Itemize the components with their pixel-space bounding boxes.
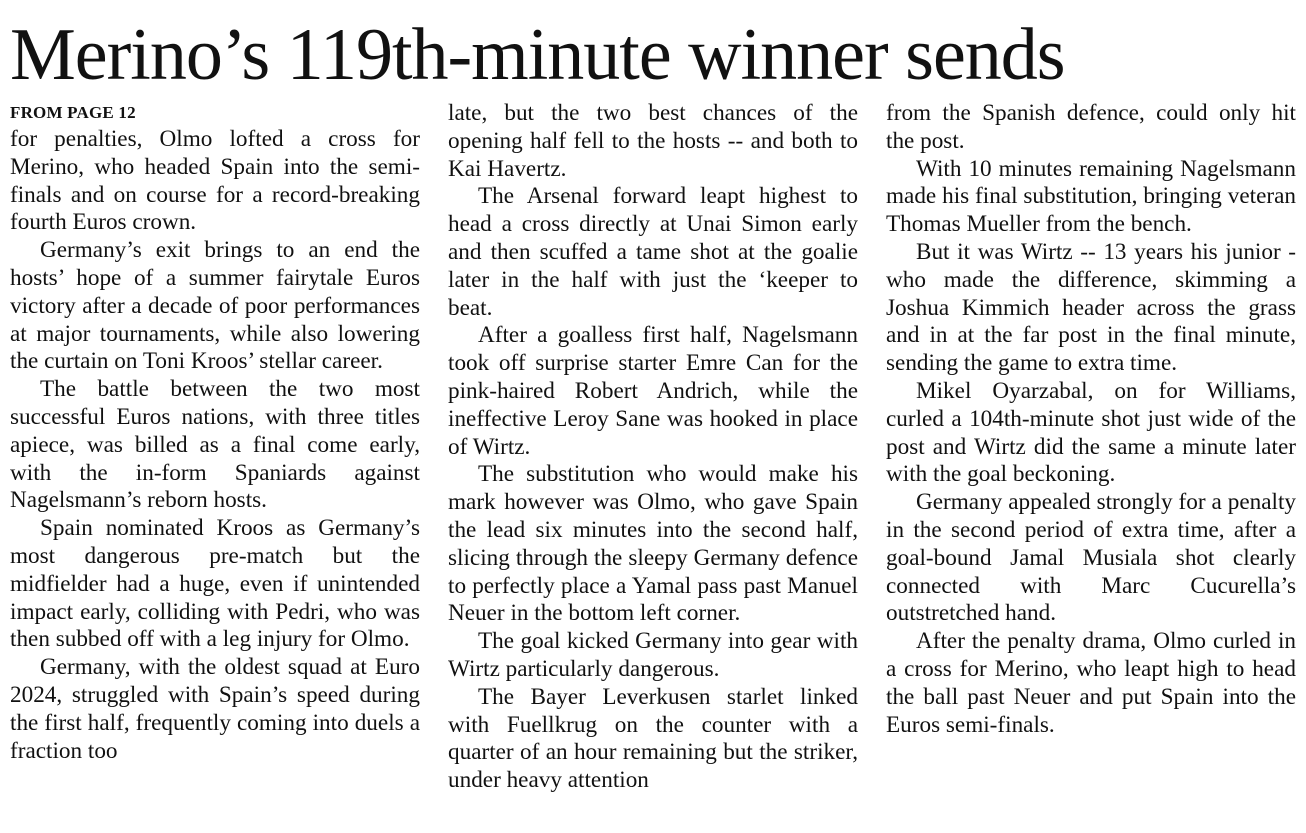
kicker-from-page: FROM PAGE 12 [10, 103, 136, 122]
paragraph: The substitution who would make his mark however was Olmo, who gave Spain the lead six minutes into the second half, slicing through the sleepy Germany defence to perfectly place a Yamal pass past Manuel Neuer in the bottom left corner. [448, 461, 858, 627]
paragraph: Germany’s exit brings to an end the hosts’ hope of a summer fairytale Euros victory after a decade of poor performances at major tournaments, while also lowering the curtain on Toni Kroos’ stellar career. [10, 237, 420, 375]
paragraph: from the Spanish defence, could only hit the post. [886, 100, 1296, 154]
headline: Merino’s 119th-minute winner sends [10, 14, 1065, 96]
paragraph: After a goalless first half, Nagelsmann took off surprise starter Emre Can for the pink-haired Robert Andrich, while the ineffective Leroy Sane was hooked in place of Wirtz. [448, 322, 858, 460]
paragraph: Germany, with the oldest squad at Euro 2024, struggled with Spain’s speed during the first half, frequently coming into duels a fraction too [10, 654, 420, 764]
article-column-2 [448, 100, 858, 795]
paragraph: The goal kicked Germany into gear with Wirtz particularly dangerous. [448, 628, 858, 682]
paragraph: The Arsenal forward leapt highest to head a cross directly at Unai Simon early and then scuffed a tame shot at the goalie later in the half with just the ‘keeper to beat. [448, 183, 858, 321]
paragraph: But it was Wirtz -- 13 years his junior - who made the difference, skimming a Joshua Kimmich header across the grass and in at the far post in the final minute, sending the game to extra time. [886, 238, 1296, 377]
paragraph: Mikel Oyarzabal, on for Williams, curled a 104th-minute shot just wide of the post and Wirtz did the same a minute later with the goal beckoning. [886, 377, 1296, 488]
paragraph: Spain nominated Kroos as Germany’s most dangerous pre-match but the midfielder had a huge, even if unintended impact early, colliding with Pedri, who was then subbed off with a leg injury for Olmo. [10, 515, 420, 653]
paragraph: The battle between the two most successful Euros nations, with three titles apiece, was billed as a final come early, with the in-form Spaniards against Nagelsmann’s reborn hosts. [10, 376, 420, 514]
paragraph: After the penalty drama, Olmo curled in a cross for Merino, who leapt high to head the ball past Neuer and put Spain into the Euros semi-finals. [886, 628, 1296, 738]
article-column-3 [886, 100, 1296, 739]
paragraph: for penalties, Olmo lofted a cross for Merino, who headed Spain into the semi-finals and on course for a record-breaking fourth Euros crown. [10, 126, 420, 236]
paragraph: The Bayer Leverkusen starlet linked with Fuellkrug on the counter with a quarter of an hour remaining but the striker, under heavy attention [448, 683, 858, 794]
paragraph: late, but the two best chances of the opening half fell to the hosts -- and both to Kai Havertz. [448, 100, 858, 182]
paragraph: With 10 minutes remaining Nagelsmann made his final substitution, bringing veteran Thomas Mueller from the bench. [886, 155, 1296, 238]
paragraph: Germany appealed strongly for a penalty in the second period of extra time, after a goal-bound Jamal Musiala shot clearly connected with Marc Cucurella’s outstretched hand. [886, 489, 1296, 627]
article-column-1 [10, 100, 420, 765]
